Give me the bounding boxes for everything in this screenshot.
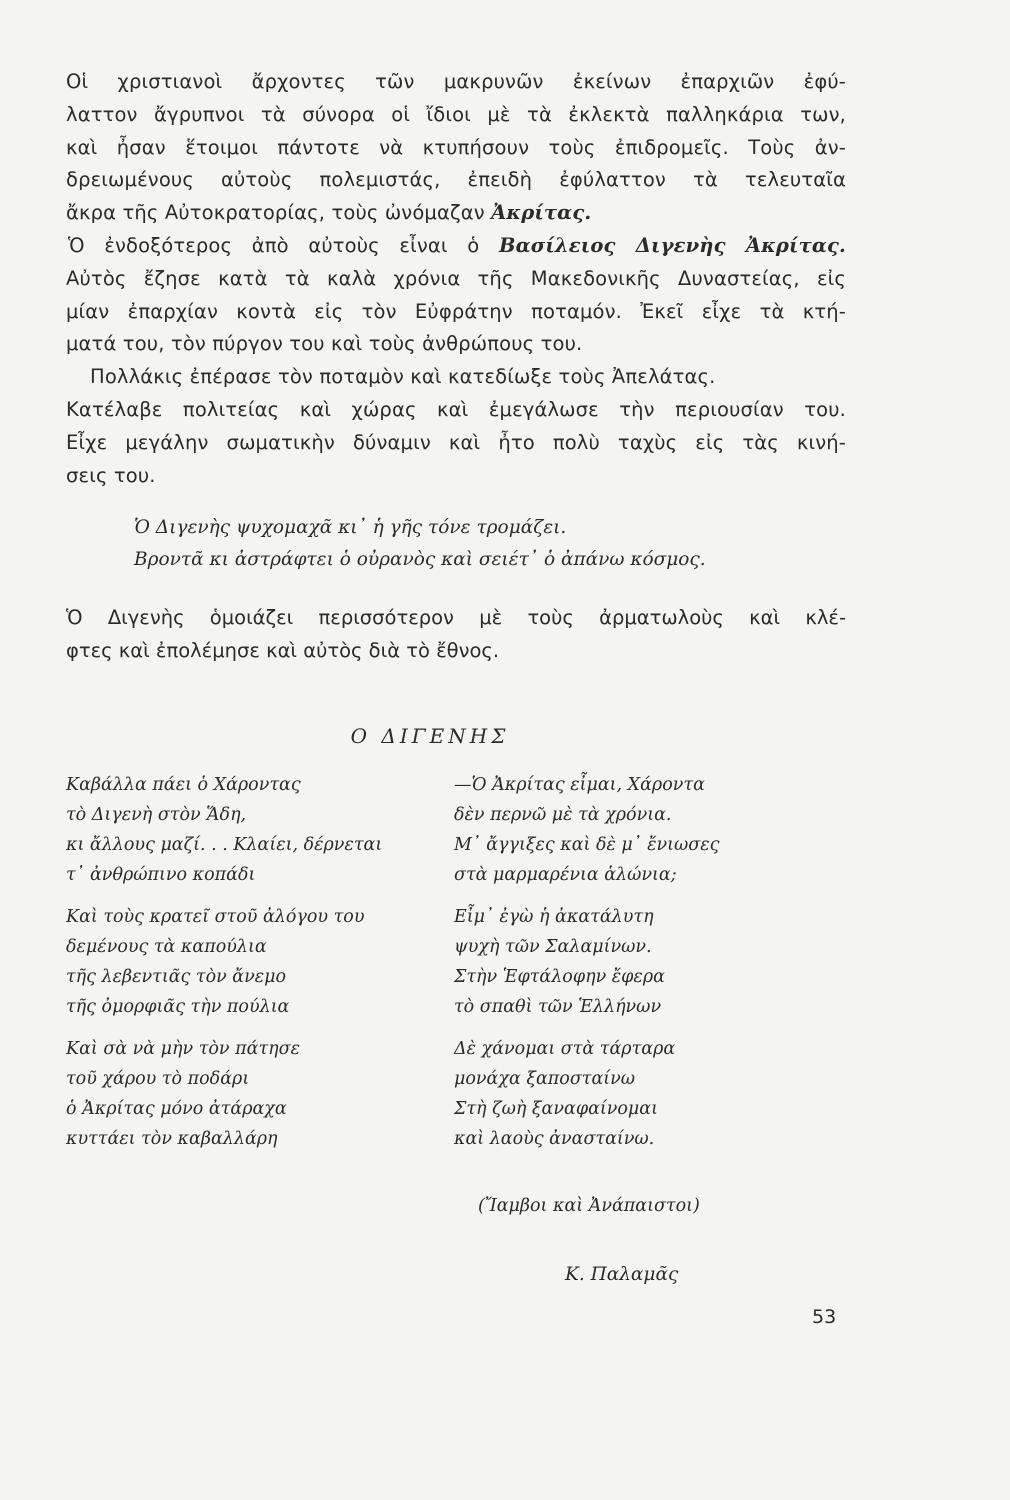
poem-stanza [66, 770, 426, 890]
text-line: φτες καὶ ἐπολέμησε καὶ αὐτὸς διὰ τὸ ἔθνος. [66, 638, 500, 662]
folk-song-quote [134, 512, 834, 576]
poem-stanza [454, 770, 834, 890]
text-line: Ὁ Διγενὴς ὁμοιάζει περισσότερον μὲ τοὺς ἀρματωλοὺς καὶ κλέ- [66, 606, 846, 629]
verse-line: τὸ σπαθὶ τῶν Ἑλλήνων [454, 997, 662, 1017]
text-line: Εἶχε μεγάλην σωματικὴν δύναμιν καὶ ἦτο πολὺ ταχὺς εἰς τὰς κινή- [66, 430, 846, 454]
paragraph-digenis [66, 230, 846, 361]
poem-author: Κ. Παλαμᾶς [565, 1264, 679, 1285]
verse-line: τῆς ὀμορφιᾶς τὴν πούλια [66, 997, 290, 1017]
paragraph-akrites [66, 66, 846, 230]
poem-stanza [454, 902, 834, 1022]
poem-column-right [454, 770, 834, 1166]
name-digenis: Βασίλειος Διγενὴς Ἀκρίτας. [499, 233, 846, 257]
verse-line: στὰ μαρμαρένια ἁλώνια; [454, 865, 677, 885]
verse-line: Καὶ τοὺς κρατεῖ στοῦ ἀλόγου του [66, 907, 365, 927]
text-line: μίαν ἐπαρχίαν κοντὰ εἰς τὸν Εὐφράτην ποταμόν. Ἐκεῖ εἶχε τὰ κτή- [66, 299, 846, 323]
verse-line: Καβάλλα πάει ὁ Χάροντας [66, 775, 301, 795]
text-line: σεις του. [66, 463, 156, 487]
verse-line: Καὶ σὰ νὰ μὴν τὸν πάτησε [66, 1039, 300, 1059]
text-line: ματά του, τὸν πύργον του καὶ τοὺς ἀνθρώπους του. [66, 332, 583, 356]
verse-line: δεμένους τὰ καπούλια [66, 937, 267, 957]
verse-line: τῆς λεβεντιᾶς τὸν ἄνεμο [66, 967, 287, 987]
page-number: 53 [812, 1306, 837, 1328]
verse-line: τ᾿ ἀνθρώπινο κοπάδι [66, 865, 256, 885]
text-line: Ὁ ἐνδοξότερος ἀπὸ αὐτοὺς εἶναι ὁ Βασίλειος Διγενὴς Ἀκρίτας. [68, 233, 846, 257]
verse-line: Μ᾿ ἄγγιξες καὶ δὲ μ᾿ ἔνιωσες [454, 835, 720, 855]
verse-line: Στὴ ζωὴ ξαναφαίνομαι [454, 1099, 658, 1119]
verse-line: Εἶμ᾿ ἐγὼ ἡ ἀκατάλυτη [454, 907, 654, 927]
verse-line: κυττάει τὸν καβαλλάρη [66, 1129, 278, 1149]
text-line: Οἱ χριστιανοὶ ἄρχοντες τῶν μακρυνῶν ἐκείνων ἐπαρχιῶν ἐφύ- [66, 70, 846, 93]
text-line: λαττον ἄγρυπνοι τὰ σύνορα οἱ ἴδιοι μὲ τὰ ἐκλεκτὰ παλληκάρια των, [66, 102, 846, 126]
verse-line: μονάχα ξαποσταίνω [454, 1069, 636, 1089]
verse-line: —Ὁ Ἀκρίτας εἶμαι, Χάροντα [454, 775, 705, 795]
paragraph-deeds [66, 361, 846, 492]
poem-title: Ο ΔΙΓΕΝΗΣ [350, 724, 510, 748]
poem-column-left [66, 770, 426, 1166]
quote-line: Ὁ Διγενὴς ψυχομαχᾶ κι᾿ ἡ γῆς τόνε τρομάζει. [134, 517, 567, 538]
verse-line: τοῦ χάρου τὸ ποδάρι [66, 1069, 250, 1089]
text-line: καὶ ἦσαν ἕτοιμοι πάντοτε νὰ κτυπήσουν τοὺς ἐπιδρομεῖς. Τοὺς ἀν- [66, 135, 846, 159]
poem-source: (Ἴαμβοι καὶ Ἀνάπαιστοι) [478, 1196, 700, 1216]
poem-stanza [454, 1034, 834, 1154]
poem-stanza [66, 902, 426, 1022]
verse-line: καὶ λαοὺς ἀνασταίνω. [454, 1129, 655, 1149]
poem-stanza [66, 1034, 426, 1154]
text-line: ἄκρα τῆς Αὐτοκρατορίας, τοὺς ὠνόμαζαν Ἀκρίτας. [66, 201, 592, 225]
text-line: Πολλάκις ἐπέρασε τὸν ποταμὸν καὶ κατεδίωξε τοὺς Ἀπελάτας. [90, 365, 716, 389]
verse-line: Στὴν Ἑφτάλοφην ἔφερα [454, 967, 665, 987]
paragraph-comparison [66, 602, 846, 668]
verse-line: τὸ Διγενὴ στὸν Ἅδη, [66, 805, 247, 825]
prose-text [66, 66, 846, 492]
text-line: Κατέλαβε πολιτείας καὶ χώρας καὶ ἐμεγάλωσε τὴν περιουσίαν του. [66, 397, 846, 421]
verse-line: δὲν περνῶ μὲ τὰ χρόνια. [454, 805, 672, 825]
verse-line: κι ἄλλους μαζί. . . Κλαίει, δέρνεται [66, 835, 383, 855]
text-line: Αὐτὸς ἔζησε κατὰ τὰ καλὰ χρόνια τῆς Μακεδονικῆς Δυναστείας, εἰς [66, 266, 846, 290]
text-line: δρειωμένους αὐτοὺς πολεμιστάς, ἐπειδὴ ἐφύλαττον τὰ τελευταῖα [66, 168, 846, 192]
quote-line: Βροντᾶ κι ἀστράφτει ὁ οὐρανὸς καὶ σειέτ᾿ ὁ ἀπάνω κόσμος. [134, 549, 706, 570]
term-akritas: Ἀκρίτας. [491, 201, 592, 225]
verse-line: ὁ Ἀκρίτας μόνο ἀτάραχα [66, 1099, 287, 1119]
verse-line: Δὲ χάνομαι στὰ τάρταρα [454, 1039, 676, 1059]
verse-line: ψυχὴ τῶν Σαλαμίνων. [454, 937, 652, 957]
